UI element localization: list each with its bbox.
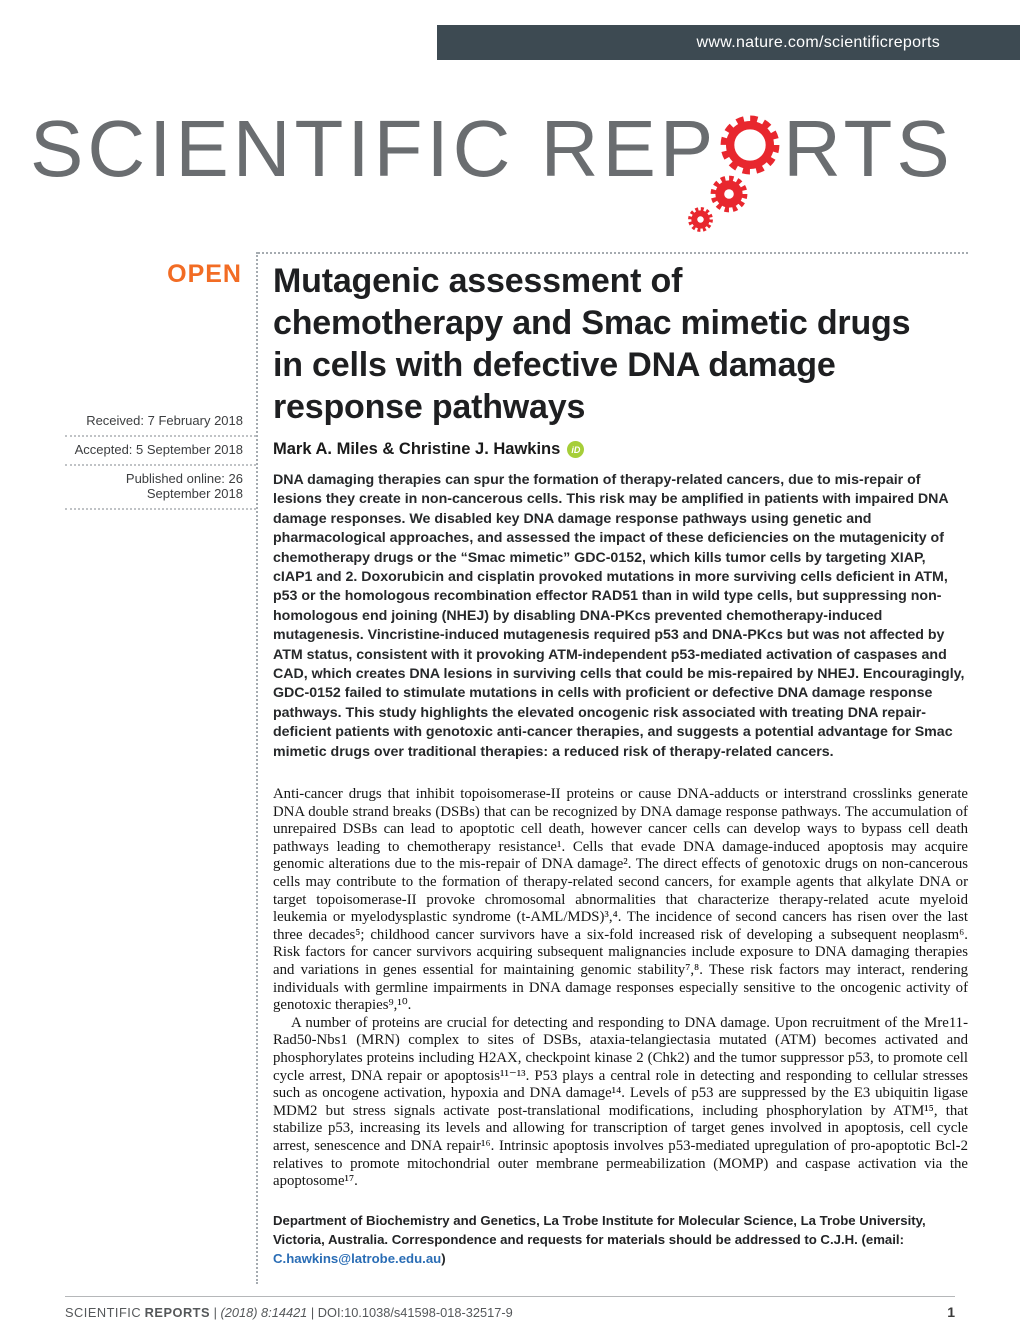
article-title: Mutagenic assessment of chemotherapy and Smac mimetic drugs in cells with defective DNA damage response pathways: [273, 262, 911, 426]
footer-rule: [65, 1296, 955, 1297]
footer-separator-1: |: [213, 1305, 217, 1320]
journal-logo: [30, 104, 954, 193]
gear-cluster: [717, 120, 783, 176]
left-sidebar: [65, 252, 258, 1284]
page-footer: [65, 1296, 955, 1320]
published-date: Published online: 26 September 2018: [65, 466, 256, 510]
logo-text-left: SCIENTIFIC REP: [30, 104, 718, 193]
logo-text-right: RTS: [783, 104, 954, 193]
footer-journal-name: SCIENTIFIC: [65, 1305, 142, 1320]
footer-volume: (2018) 8:14421: [220, 1305, 308, 1320]
footer-journal-name-bold: REPORTS: [144, 1305, 211, 1320]
article-dates: [65, 408, 256, 510]
page-number: 1: [947, 1304, 955, 1320]
nature-url: www.nature.com/scientificreports: [696, 33, 940, 51]
intro-paragraph-1: Anti-cancer drugs that inhibit topoisomerase-II proteins or cause DNA-adducts or interstrand crosslinks generate DNA double strand breaks (DSBs) that can be recognized by DNA damage response pathways. The accumulation of unrepaired DSBs can lead to apoptotic cell death, however cancer cells can develop ways to bypass cell death pathways leading to chemotherapy resistance¹. Cells that evade DNA damage-induced apoptosis may acquire genomic alterations due to the mis-repair of DNA damage². The direct effects of genotoxic drugs on non-cancerous cells may contribute to the formation of therapy-related second cancers, for example agents that alkylate DNA or target topoisomerase-II provoke chromosomal abnormalities that characterize therapy-related acute myeloid leukemia or myelodysplastic syndrome (t-AML/MDS)³,⁴. The incidence of second cancers has risen over the last three decades⁵; childhood cancer survivors have a six-fold increased risk of developing a subsequent neoplasm⁶. Risk factors for cancer survivors acquiring subsequent malignancies include exposure to DNA damaging therapies and variations in genes essential for maintaining genomic stability⁷,⁸. These risk factors may interact, rendering individuals with germline impairments in DNA damage responses especially sensitive to the oncogenic activity of genotoxic therapies⁹,¹⁰.: [273, 786, 968, 1014]
gear-icon-medium: [709, 174, 749, 214]
article-content: [65, 252, 968, 1284]
intro-paragraph-2: A number of proteins are crucial for detecting and responding to DNA damage. Upon recruitment of the Mre11-Rad50-Nbs1 (MRN) complex to sites of DSBs, ataxia-telangiectasia mutated (ATM) becomes activated and phosphorylates proteins including H2AX, checkpoint kinase 2 (Chk2) and the tumor suppressor p53, to promote cell cycle arrest, DNA repair or apoptosis¹¹⁻¹³. P53 plays a central role in detecting and responding to cellular stresses such as oncogene activation, hypoxia and DNA damage¹⁴. Levels of p53 are suppressed by the E3 ubiquitin ligase MDM2 but stress signals activate post-translational modifications, including phosphorylation by ATM¹⁵, that stabilize p53, increasing its levels and allowing for transcription of target genes involved in apoptosis, cell cycle arrest, senescence and DNA repair¹⁶. Intrinsic apoptosis involves p53-mediated upregulation of pro-apoptotic Bcl-2 relatives to promote mitochondrial outer membrane permeabilization (MOMP) and caspase activation via the apoptosome¹⁷.: [273, 1014, 968, 1190]
received-date: Received: 7 February 2018: [65, 408, 256, 437]
affiliation: [273, 1211, 968, 1268]
footer-row: [65, 1304, 955, 1320]
affiliation-text: Department of Biochemistry and Genetics, La Trobe Institute for Molecular Science, La Trobe University, Victoria, Australia. Correspondence and requests for materials should be addressed to C.J.H. (email:: [273, 1212, 926, 1247]
open-access-label: OPEN: [167, 260, 242, 288]
email-link[interactable]: C.hawkins@latrobe.edu.au: [273, 1250, 442, 1266]
gear-icon-large: [718, 113, 782, 177]
authors: Mark A. Miles & Christine J. Hawkins: [273, 440, 561, 458]
orcid-icon-label: iD: [571, 444, 581, 455]
article-main: [258, 252, 968, 1284]
footer-separator-2: |: [310, 1305, 315, 1320]
nature-url-bar: [437, 25, 1020, 60]
footer-citation: [65, 1305, 513, 1320]
authors-row: [273, 440, 968, 459]
affiliation-close-paren: ): [441, 1250, 446, 1266]
abstract-text: DNA damaging therapies can spur the formation of therapy-related cancers, due to mis-repair of lesions they create in non-cancerous cells. This risk may be amplified in patients with impaired DNA damage responses. We disabled key DNA damage response pathways using genetic and pharmacological approaches, and assessed the impact of these deficiencies on the mutagenicity of chemotherapy drugs or the “Smac mimetic” GDC-0152, which kills tumor cells by targeting XIAP, cIAP1 and 2. Doxorubicin and cisplatin provoked mutations in more surviving cells deficient in ATM, p53 or the homologous recombination effector RAD51 than in wild type cells, but suppressing non-homologous end joining (NHEJ) by disabling DNA-PKcs prevented chemotherapy-induced mutagenesis. Vincristine-induced mutagenesis required p53 and DNA-PKcs but was not affected by ATM status, consistent with it provoking ATM-independent p53-mediated activation of caspases and CAD, which creates DNA lesions in surviving cells that could be mis-repaired by NHEJ. Encouragingly, GDC-0152 failed to stimulate mutations in cells with proficient or defective DNA damage response pathways. This study highlights the elevated oncogenic risk associated with treating DNA repair-deficient patients with genotoxic anti-cancer therapies, and suggests a potential advantage for Smac mimetic drugs over traditional therapies: a reduced risk of therapy-related cancers.: [273, 472, 965, 760]
gear-icon-small: [687, 206, 714, 233]
accepted-date: Accepted: 5 September 2018: [65, 437, 256, 466]
footer-doi: DOI:10.1038/s41598-018-32517-9: [317, 1305, 513, 1320]
orcid-icon[interactable]: [567, 441, 584, 458]
